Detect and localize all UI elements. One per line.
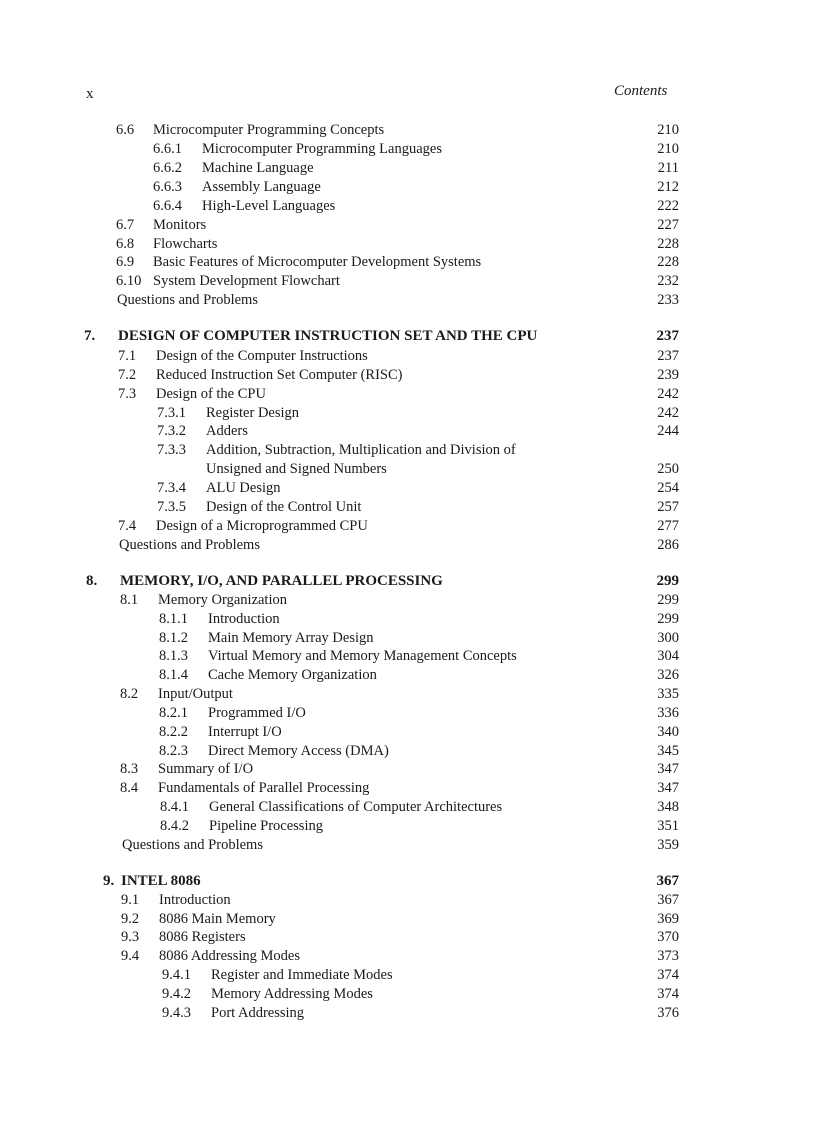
entry-page: 299 bbox=[657, 611, 679, 627]
entry-number: 9.4.2 bbox=[162, 986, 191, 1002]
toc-entry bbox=[157, 479, 281, 497]
entry-number: 9.2 bbox=[121, 911, 140, 927]
toc-entry bbox=[121, 910, 276, 928]
entry-number: 9.1 bbox=[121, 892, 140, 908]
toc-entry bbox=[120, 779, 370, 797]
entry-page: 374 bbox=[657, 967, 679, 983]
entry-page: 370 bbox=[657, 929, 679, 945]
entry-number: 8.3 bbox=[120, 761, 139, 777]
entry-title: Introduction bbox=[208, 611, 280, 627]
entry-title: Questions and Problems bbox=[117, 292, 258, 308]
entry-page: 242 bbox=[657, 386, 679, 402]
entry-page: 345 bbox=[657, 743, 679, 759]
entry-number: 7.2 bbox=[118, 367, 137, 383]
toc-entry bbox=[116, 216, 207, 234]
entry-number: 6.6 bbox=[116, 122, 135, 138]
entry-title: Cache Memory Organization bbox=[208, 667, 377, 683]
entry-title: Virtual Memory and Memory Management Concepts bbox=[208, 648, 517, 664]
entry-page: 277 bbox=[657, 518, 679, 534]
entry-number: 6.6.4 bbox=[153, 198, 182, 214]
toc-entry bbox=[116, 253, 482, 271]
entry-page: 250 bbox=[657, 461, 679, 477]
toc-entry bbox=[159, 742, 389, 760]
entry-title: 8086 Registers bbox=[159, 929, 246, 945]
entry-number: 8.2 bbox=[120, 686, 139, 702]
entry-page: 228 bbox=[657, 236, 679, 252]
toc-entry bbox=[159, 704, 306, 722]
entry-page: 244 bbox=[657, 423, 679, 439]
toc-entry bbox=[153, 140, 442, 158]
entry-title: Register Design bbox=[206, 405, 300, 421]
entry-number: 7.3.3 bbox=[157, 442, 186, 458]
toc-entry bbox=[118, 347, 368, 365]
toc-entry bbox=[118, 366, 403, 384]
entry-title: Machine Language bbox=[202, 160, 314, 176]
toc-entry bbox=[157, 498, 362, 516]
entry-number: 6.6.2 bbox=[153, 160, 182, 176]
entry-number: 9.3 bbox=[121, 929, 140, 945]
entry-page: 232 bbox=[657, 273, 679, 289]
entry-title: Memory Organization bbox=[158, 592, 287, 608]
entry-number: 8.1.4 bbox=[159, 667, 188, 683]
entry-title: Introduction bbox=[159, 892, 231, 908]
entry-title: Register and Immediate Modes bbox=[211, 967, 393, 983]
entry-title: Design of the CPU bbox=[156, 386, 266, 402]
toc-entry bbox=[159, 647, 517, 665]
entry-title: High-Level Languages bbox=[202, 198, 336, 214]
entry-number: 7.3.5 bbox=[157, 499, 186, 515]
entry-title: Flowcharts bbox=[153, 236, 218, 252]
entry-page: 336 bbox=[657, 705, 679, 721]
chapter-heading bbox=[103, 872, 201, 890]
toc-entry bbox=[162, 1004, 305, 1022]
entry-page: 348 bbox=[657, 799, 679, 815]
entry-number: 8.2.2 bbox=[159, 724, 188, 740]
entry-number: 7.3 bbox=[118, 386, 137, 402]
entry-page: 304 bbox=[657, 648, 679, 664]
entry-page: 374 bbox=[657, 986, 679, 1002]
entry-number: 6.8 bbox=[116, 236, 135, 252]
running-head: Contents bbox=[614, 83, 668, 99]
entry-number: 7.4 bbox=[118, 518, 137, 534]
entry-page: 369 bbox=[657, 911, 679, 927]
entry-number: 8. bbox=[86, 573, 98, 589]
entry-title: INTEL 8086 bbox=[121, 873, 201, 889]
entry-title: Fundamentals of Parallel Processing bbox=[158, 780, 370, 796]
entry-page: 335 bbox=[657, 686, 679, 702]
entry-number: 7.3.4 bbox=[157, 480, 186, 496]
entry-title: Design of the Computer Instructions bbox=[156, 348, 368, 364]
entry-number: 8.1.1 bbox=[159, 611, 188, 627]
entry-page: 239 bbox=[657, 367, 679, 383]
entry-page: 210 bbox=[657, 122, 679, 138]
toc-entry bbox=[159, 610, 280, 628]
entry-page: 237 bbox=[656, 328, 679, 344]
entry-page: 228 bbox=[657, 254, 679, 270]
toc-entry bbox=[116, 121, 385, 139]
toc-entry bbox=[159, 629, 374, 647]
entry-number: 8.2.1 bbox=[159, 705, 188, 721]
entry-title: Unsigned and Signed Numbers bbox=[206, 461, 387, 477]
entry-number: 6.7 bbox=[116, 217, 135, 233]
entry-title: Interrupt I/O bbox=[208, 724, 282, 740]
entry-title: Microcomputer Programming Concepts bbox=[153, 122, 385, 138]
entry-page: 286 bbox=[657, 537, 679, 553]
entry-page: 212 bbox=[657, 179, 679, 195]
entry-title: Microcomputer Programming Languages bbox=[202, 141, 442, 157]
page-number: x bbox=[86, 86, 94, 102]
entry-number: 8.1.3 bbox=[159, 648, 188, 664]
toc-entry bbox=[153, 159, 314, 177]
entry-title: MEMORY, I/O, AND PARALLEL PROCESSING bbox=[120, 573, 443, 589]
entry-page: 233 bbox=[657, 292, 679, 308]
entry-title: Adders bbox=[206, 423, 248, 439]
entry-title: Pipeline Processing bbox=[209, 818, 323, 834]
entry-number: 7.3.1 bbox=[157, 405, 186, 421]
toc-entry bbox=[162, 985, 373, 1003]
entry-title: Programmed I/O bbox=[208, 705, 306, 721]
entry-number: 9.4.3 bbox=[162, 1005, 191, 1021]
entry-number: 7.3.2 bbox=[157, 423, 186, 439]
entry-number: 7.1 bbox=[118, 348, 137, 364]
chapter-heading bbox=[86, 572, 443, 590]
entry-number: 9. bbox=[103, 873, 115, 889]
entry-number: 8.2.3 bbox=[159, 743, 188, 759]
entry-page: 373 bbox=[657, 948, 679, 964]
entry-title: Memory Addressing Modes bbox=[211, 986, 373, 1002]
chapter-heading bbox=[84, 327, 538, 345]
entry-title: Questions and Problems bbox=[119, 537, 260, 553]
entry-title: Design of a Microprogrammed CPU bbox=[156, 518, 368, 534]
toc-entry bbox=[157, 422, 248, 440]
toc-entry bbox=[153, 197, 336, 215]
entry-page: 326 bbox=[657, 667, 679, 683]
entry-number: 8.4.2 bbox=[160, 818, 189, 834]
toc-entry bbox=[160, 798, 503, 816]
entry-page: 367 bbox=[657, 892, 679, 908]
entry-page: 340 bbox=[657, 724, 679, 740]
entry-title: Addition, Subtraction, Multiplication and Division of bbox=[206, 442, 516, 458]
entry-title: Direct Memory Access (DMA) bbox=[208, 743, 389, 759]
entry-title: 8086 Addressing Modes bbox=[159, 948, 300, 964]
entry-number: 8.4 bbox=[120, 780, 139, 796]
entry-title: Main Memory Array Design bbox=[208, 630, 374, 646]
entry-title: General Classifications of Computer Architectures bbox=[209, 799, 503, 815]
toc-entry bbox=[121, 891, 231, 909]
toc-entry bbox=[120, 760, 254, 778]
entry-number: 7. bbox=[84, 328, 96, 344]
entry-title: Questions and Problems bbox=[122, 837, 263, 853]
toc-entry bbox=[157, 441, 516, 459]
entry-page: 237 bbox=[657, 348, 679, 364]
entry-title: Input/Output bbox=[158, 686, 233, 702]
toc-entry bbox=[118, 385, 266, 403]
entry-page: 376 bbox=[657, 1005, 679, 1021]
entry-number: 8.1 bbox=[120, 592, 139, 608]
entry-number: 9.4.1 bbox=[162, 967, 191, 983]
toc-entry bbox=[157, 404, 300, 422]
toc-entry bbox=[159, 666, 377, 684]
entry-title: ALU Design bbox=[206, 480, 281, 496]
entry-page: 210 bbox=[657, 141, 679, 157]
entry-title: Reduced Instruction Set Computer (RISC) bbox=[156, 367, 403, 383]
entry-page: 367 bbox=[656, 873, 679, 889]
entry-title: Port Addressing bbox=[211, 1005, 305, 1021]
entry-page: 211 bbox=[657, 160, 679, 176]
entry-title: 8086 Main Memory bbox=[159, 911, 276, 927]
entry-number: 9.4 bbox=[121, 948, 140, 964]
entry-page: 299 bbox=[657, 592, 679, 608]
entry-page: 242 bbox=[657, 405, 679, 421]
entry-number: 6.6.1 bbox=[153, 141, 182, 157]
entry-page: 227 bbox=[657, 217, 679, 233]
entry-title: System Development Flowchart bbox=[153, 273, 340, 289]
entry-number: 6.9 bbox=[116, 254, 135, 270]
entry-page: 299 bbox=[656, 573, 679, 589]
entry-title: DESIGN OF COMPUTER INSTRUCTION SET AND THE CPU bbox=[118, 328, 538, 344]
entry-page: 347 bbox=[657, 761, 679, 777]
toc-entry bbox=[116, 272, 340, 290]
toc-entry bbox=[116, 235, 218, 253]
entry-number: 6.10 bbox=[116, 273, 142, 289]
toc-entry bbox=[121, 928, 246, 946]
toc-entry bbox=[120, 685, 233, 703]
entry-title: Design of the Control Unit bbox=[206, 499, 362, 515]
entry-title: Basic Features of Microcomputer Development Systems bbox=[153, 254, 482, 270]
toc-entry bbox=[120, 591, 287, 609]
entry-title: Monitors bbox=[153, 217, 207, 233]
toc-entry bbox=[153, 178, 321, 196]
toc-entry bbox=[160, 817, 323, 835]
entry-number: 6.6.3 bbox=[153, 179, 182, 195]
entry-page: 257 bbox=[657, 499, 679, 515]
toc-entry bbox=[118, 517, 368, 535]
toc-entry bbox=[159, 723, 282, 741]
entry-page: 254 bbox=[657, 480, 679, 496]
entry-page: 351 bbox=[657, 818, 679, 834]
entry-title: Summary of I/O bbox=[158, 761, 254, 777]
entry-page: 347 bbox=[657, 780, 679, 796]
entry-number: 8.4.1 bbox=[160, 799, 189, 815]
toc-entry bbox=[121, 947, 300, 965]
toc-entry bbox=[162, 966, 393, 984]
entry-page: 222 bbox=[657, 198, 679, 214]
entry-number: 8.1.2 bbox=[159, 630, 188, 646]
entry-page: 359 bbox=[657, 837, 679, 853]
entry-page: 300 bbox=[657, 630, 679, 646]
entry-title: Assembly Language bbox=[202, 179, 321, 195]
